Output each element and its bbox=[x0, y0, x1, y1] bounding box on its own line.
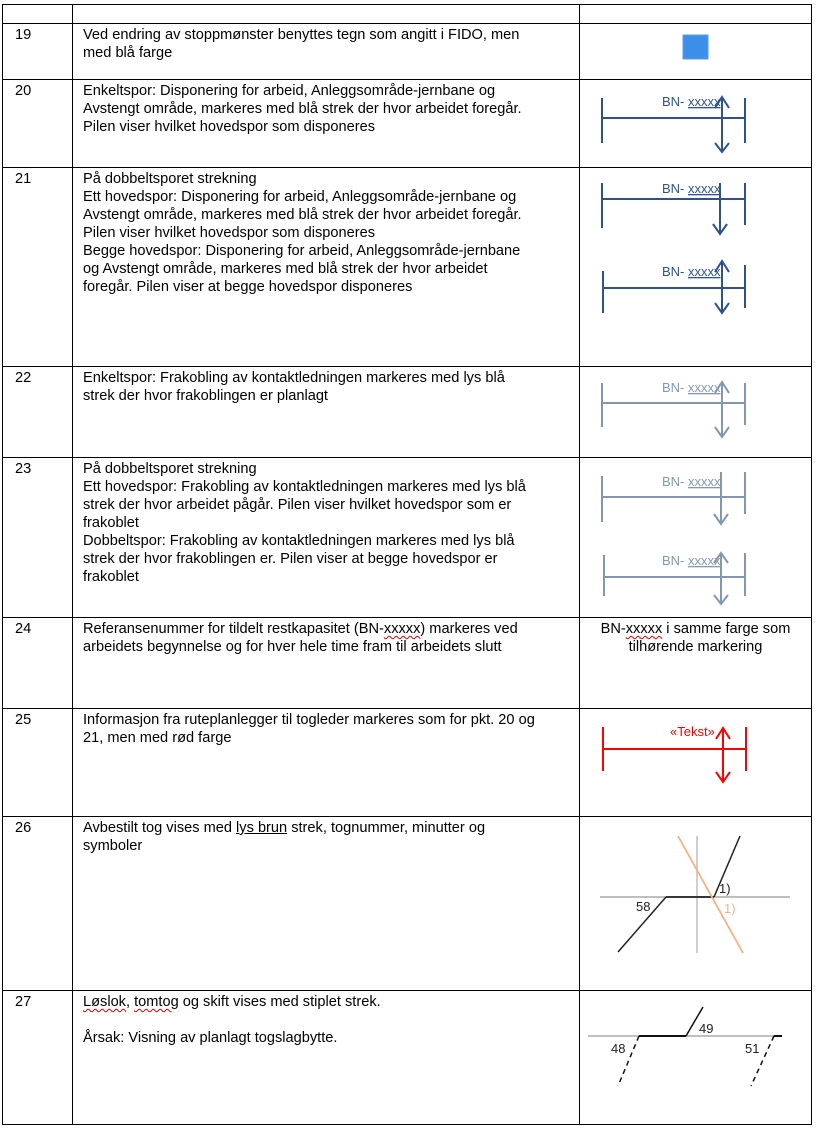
text-segment: strek, tognummer, minutter og bbox=[287, 820, 486, 836]
description-line: og Avstengt område, markeres med blå strek der hvor arbeidet bbox=[83, 261, 488, 277]
text-segment: Løslok bbox=[83, 994, 126, 1010]
table-row bbox=[3, 991, 812, 1125]
table-row bbox=[3, 709, 812, 817]
description-line: Pilen viser hvilket hovedspor som disponeres bbox=[83, 225, 376, 241]
text-segment: og skift vises med stiplet strek. bbox=[178, 994, 381, 1010]
table-row bbox=[3, 24, 812, 80]
row-description bbox=[73, 618, 580, 709]
row-symbol bbox=[580, 709, 812, 817]
table-header-row bbox=[3, 5, 812, 24]
description-line: Informasjon fra ruteplanlegger til togleder markeres som for pkt. 20 og bbox=[83, 712, 535, 728]
row-symbol bbox=[580, 24, 812, 80]
description-line: Begge hovedspor: Disponering for arbeid, Anleggsområde-jernbane bbox=[83, 243, 521, 259]
table-row bbox=[3, 168, 812, 367]
description-line: foregår. Pilen viser at begge hovedspor disponeres bbox=[83, 279, 413, 295]
reference-code: xxxxx bbox=[625, 621, 663, 637]
text-segment: i samme farge som bbox=[662, 621, 791, 637]
description-line: symboler bbox=[83, 838, 143, 854]
svg-text:BN- xxxxx: BN- xxxxx bbox=[662, 264, 721, 279]
svg-text:49: 49 bbox=[699, 1021, 714, 1036]
text-segment: BN- bbox=[600, 621, 626, 637]
table-row bbox=[3, 367, 812, 458]
svg-text:48: 48 bbox=[611, 1041, 626, 1056]
description-line bbox=[83, 819, 571, 837]
row-number: 24 bbox=[3, 618, 73, 709]
description-line: 21, men med rød farge bbox=[83, 730, 232, 746]
row-description bbox=[73, 709, 580, 817]
blue-work-marker-icon bbox=[580, 80, 812, 168]
row-number: 19 bbox=[3, 24, 73, 80]
red-info-marker-icon bbox=[580, 709, 812, 817]
row-symbol bbox=[580, 168, 812, 367]
blue-double-track-markers-icon bbox=[580, 168, 812, 367]
text-segment: tilhørende markering bbox=[628, 639, 763, 655]
row-symbol bbox=[580, 80, 812, 168]
row-description bbox=[73, 458, 580, 618]
description-line: Avstengt område, markeres med blå strek der hvor arbeidet foregår. bbox=[83, 101, 522, 117]
description-line: Enkeltspor: Frakobling av kontaktledningen markeres med lys blå bbox=[83, 370, 505, 386]
description-line: med blå farge bbox=[83, 45, 173, 61]
table-row bbox=[3, 458, 812, 618]
reference-code: xxxxx bbox=[383, 621, 421, 637]
description-line bbox=[83, 993, 571, 1011]
blue-square-stop-icon bbox=[580, 24, 812, 80]
svg-text:1): 1) bbox=[724, 901, 736, 916]
description-line: arbeidets begynnelse og for hver hele time fram til arbeidets slutt bbox=[83, 639, 502, 655]
description-line: Dobbeltspor: Frakobling av kontaktledningen markeres med lys blå bbox=[83, 533, 515, 549]
header-cell-symbol bbox=[580, 5, 812, 24]
row-description bbox=[73, 80, 580, 168]
symbol-description bbox=[580, 618, 811, 656]
description-line: Ett hovedspor: Frakobling av kontaktledningen markeres med lys blå bbox=[83, 479, 526, 495]
table-row bbox=[3, 80, 812, 168]
light-blue-disconnect-marker-icon bbox=[580, 367, 812, 458]
row-number: 26 bbox=[3, 817, 73, 991]
description-line: På dobbeltsporet strekning bbox=[83, 171, 257, 187]
description-line: strek der hvor frakoblingen er. Pilen viser at begge hovedspor er bbox=[83, 551, 498, 567]
text-segment: Referansenummer for tildelt restkapasitet (BN- bbox=[83, 621, 384, 637]
row-symbol bbox=[580, 991, 812, 1125]
header-cell-number bbox=[3, 5, 73, 24]
symbol-legend-table bbox=[2, 4, 812, 1125]
row-description bbox=[73, 817, 580, 991]
description-line: Årsak: Visning av planlagt togslagbytte. bbox=[83, 1030, 338, 1046]
description-line: strek der hvor arbeidet pågår. Pilen viser hvilket hovedspor som er bbox=[83, 497, 512, 513]
description-line: strek der hvor frakoblingen er planlagt bbox=[83, 388, 328, 404]
header-cell-description bbox=[73, 5, 580, 24]
dashed-train-graph-icon bbox=[580, 991, 812, 1125]
description-line: Avstengt område, markeres med blå strek der hvor arbeidet foregår. bbox=[83, 207, 522, 223]
row-number: 21 bbox=[3, 168, 73, 367]
row-symbol bbox=[580, 618, 812, 709]
row-number: 22 bbox=[3, 367, 73, 458]
text-segment: ) markeres ved bbox=[420, 621, 518, 637]
row-symbol bbox=[580, 817, 812, 991]
svg-text:«Tekst»: «Tekst» bbox=[670, 724, 715, 739]
description-line: Ett hovedspor: Disponering for arbeid, Anleggsområde-jernbane og bbox=[83, 189, 517, 205]
description-line: frakoblet bbox=[83, 569, 139, 585]
svg-text:BN- xxxxx: BN- xxxxx bbox=[662, 553, 721, 568]
cancelled-train-graph-icon bbox=[580, 817, 812, 991]
svg-text:BN- xxxxx: BN- xxxxx bbox=[662, 94, 721, 109]
underlined-text: lys brun bbox=[236, 820, 288, 836]
description-line: Pilen viser hvilket hovedspor som disponeres bbox=[83, 119, 376, 135]
row-symbol bbox=[580, 458, 812, 618]
row-description bbox=[73, 24, 580, 80]
row-description bbox=[73, 991, 580, 1125]
description-line: På dobbeltsporet strekning bbox=[83, 461, 257, 477]
svg-text:1): 1) bbox=[719, 881, 731, 896]
table-row bbox=[3, 817, 812, 991]
svg-text:51: 51 bbox=[745, 1041, 760, 1056]
row-number: 25 bbox=[3, 709, 73, 817]
text-segment: tomtog bbox=[134, 994, 179, 1010]
light-blue-double-track-markers-icon bbox=[580, 458, 812, 618]
description-line bbox=[83, 620, 571, 638]
row-symbol bbox=[580, 367, 812, 458]
row-description bbox=[73, 168, 580, 367]
text-segment: , bbox=[125, 994, 135, 1010]
svg-text:58: 58 bbox=[636, 899, 651, 914]
svg-text:BN- xxxxx: BN- xxxxx bbox=[662, 380, 721, 395]
row-number: 20 bbox=[3, 80, 73, 168]
table-row bbox=[3, 618, 812, 709]
text-segment: Avbestilt tog vises med bbox=[83, 820, 237, 836]
svg-text:BN- xxxxx: BN- xxxxx bbox=[662, 474, 721, 489]
svg-text:BN- xxxxx: BN- xxxxx bbox=[662, 181, 721, 196]
row-number: 23 bbox=[3, 458, 73, 618]
description-line: Enkeltspor: Disponering for arbeid, Anleggsområde-jernbane og bbox=[83, 83, 496, 99]
description-line: frakoblet bbox=[83, 515, 139, 531]
description-line: Ved endring av stoppmønster benyttes tegn som angitt i FIDO, men bbox=[83, 27, 520, 43]
row-description bbox=[73, 367, 580, 458]
row-number: 27 bbox=[3, 991, 73, 1125]
